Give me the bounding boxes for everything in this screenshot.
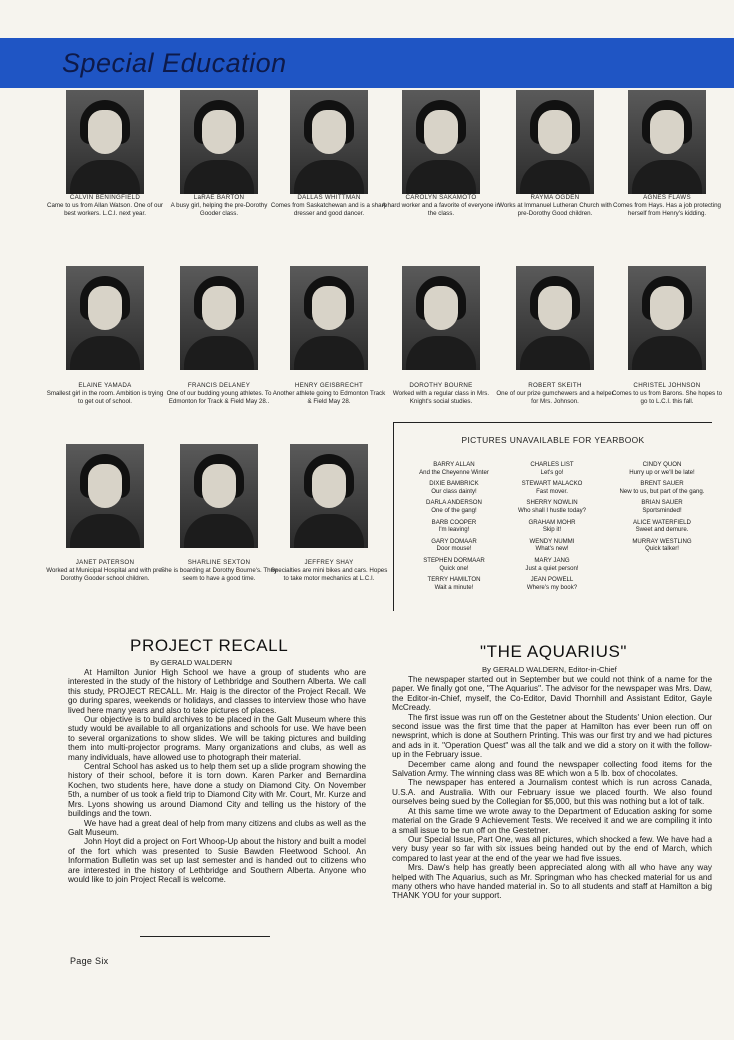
student-name: HENRY GEISBRECHT: [294, 382, 364, 389]
student-name: CHRISTEL JOHNSON: [633, 382, 701, 389]
student-caption: [160, 382, 278, 406]
paragraph: December came along and found the newspaper collecting food items for the Salvation Army. The winning class was 8E which won a 5 lb. box of chocolates.: [392, 759, 712, 779]
student-description: Comes from Saskatchewan and is a sharp dresser and good dancer.: [270, 202, 388, 217]
student-caption: [608, 382, 726, 406]
student-description: Worked at Municipal Hospital and with pre-Dorothy Gooder school children.: [46, 567, 164, 582]
project-recall-body: [68, 668, 366, 884]
unavailable-name: STEPHEN DORMAAR: [423, 556, 485, 564]
unavailable-name: WENDY NUMMI: [529, 537, 575, 545]
paragraph: At Hamilton Junior High School we have a group of students who are interested in the study of the history of Lethbridge and Southern Alberta. We call this study, PROJECT RECALL. Mr. Haig is the director of the Project Recall. We go during spares, weekends or holidays, and classes to interview those who have lived here many years and also to take pictures of places.: [68, 668, 366, 715]
student-description: Smallest girl in the room. Ambition is trying to get out of school.: [46, 390, 164, 405]
unavailable-entry: [502, 480, 602, 495]
student-caption: [382, 194, 500, 218]
paragraph: The newspaper started out in September but we could not think of a name for the paper. We finally got one, "The Aquarius". The advisor for the newspaper was Mrs. Daw, the Editor-in-Chief, myself, the Co-Editor, David Thornhill and Assistant Editor, Gayle McCready.: [392, 675, 712, 713]
unavailable-name: GRAHAM MOHR: [528, 518, 576, 526]
unavailable-entry: [612, 480, 712, 495]
unavailable-name: DIXIE BAMBRICK: [429, 480, 479, 488]
student-name: RAYMA OGDEN: [530, 194, 580, 201]
student-name: JEFFREY SHAY: [304, 559, 354, 566]
unavailable-note: Quick one!: [439, 564, 469, 572]
unavailable-entry: [502, 538, 602, 553]
student-portrait: [402, 90, 480, 194]
unavailable-note: One of the gang!: [431, 506, 477, 514]
paragraph: John Hoyt did a project on Fort Whoop-Up about the history and built a model of the fort which was presented to Susie Bawden Fleetwood School. An Information Bulletin was set up last semester and is handed out to citizens who are interested in the history of Lethbridge and Southern Alberta. Anyone who would like to join Project Recall is welcome.: [68, 837, 366, 884]
unavailable-entry: [502, 461, 602, 476]
student-caption: [270, 382, 388, 406]
paragraph: We have had a great deal of help from many citizens and clubs as well as the Galt Museum.: [68, 818, 366, 837]
student-description: Worked with a regular class in Mrs. Knight's social studies.: [392, 390, 490, 405]
student-name: DOROTHY BOURNE: [409, 382, 473, 389]
unavailable-column: [404, 461, 504, 595]
unavailable-note: Skip it!: [542, 526, 562, 534]
paragraph: At this same time we wrote away to the Department of Education asking for some material on the Grade 9 Achievement Tests. We received it and we are compiling it into a small issue to be run off on the Gestetner.: [392, 806, 712, 835]
student-description: One of our budding young athletes. To Edmonton for Track & Field May 28..: [166, 390, 272, 405]
unavailable-note: New to us, but part of the gang.: [619, 487, 705, 495]
student-description: Comes to us from Barons. She hopes to go to L.C.I. this fall.: [611, 390, 723, 405]
paragraph: The newspaper has entered a Journalism contest which is run across Canada, U.S.A. and Australia. With our February issue we placed fourth. We also found ourselves being sued by the Collegian for $5,000, but this was nothing but a lot of talk.: [392, 778, 712, 807]
unavailable-name: MARY JANG: [534, 556, 570, 564]
student-caption: [160, 559, 278, 583]
divider: [140, 936, 270, 937]
paragraph: Central School has asked us to help them set up a slide program showing the history of their school, before it is torn down. Karen Parker and Bernardina Kochen, two students here, have done a study on Diamond City. On November 5th, a number of us took a field trip to Diamond City with Mr. Court, Mr. Kurze and Mrs. Lyons showing us around Diamond City and telling us the history of the buildings and the town.: [68, 762, 366, 819]
unavailable-entry: [502, 499, 602, 514]
student-description: A busy girl, helping the pre-Dorothy Gooder class.: [170, 202, 268, 217]
paragraph: Mrs. Daw's help has greatly been appreciated along with all who have any way helped with The Aquarius, such as Mr. Springman who has checked material for us and many others who have handed material in. So to all students and staff at Hamilton a big THANK YOU for your support.: [392, 863, 712, 901]
unavailable-entry: [404, 576, 504, 591]
unavailable-entry: [502, 557, 602, 572]
student-caption: [46, 559, 164, 583]
student-description: A hard worker and a favorite of everyone in the class.: [382, 202, 500, 217]
student-description: Another athlete going to Edmonton Track & Field May 28.: [272, 390, 386, 405]
unavailable-entry: [404, 480, 504, 495]
unavailable-note: Sweet and demure.: [635, 526, 689, 534]
student-portrait: [290, 266, 368, 370]
student-caption: [496, 382, 614, 406]
unavailable-name: ALICE WATERFIELD: [633, 518, 691, 526]
unavailable-entry: [404, 557, 504, 572]
unavailable-note: Hurry up or we'll be late!: [629, 468, 695, 476]
student-description: One of our prize gumchewers and a helper for Mrs. Johnson.: [496, 390, 614, 405]
unavailable-entry: [404, 519, 504, 534]
student-portrait: [516, 266, 594, 370]
page-title: Special Education: [62, 48, 287, 78]
header-banner: [0, 38, 734, 88]
paragraph: Our objective is to build archives to be placed in the Galt Museum where this study would be available to all organizations and schools for use. We have been to several organizations to show slides. We will be taking pictures and building them into multi-projector programs. Many organizations and clubs, as well as many individuals, have allowed use to photograph their material.: [68, 715, 366, 762]
page-number: Page Six: [70, 956, 109, 966]
student-name: FRANCIS DELANEY: [187, 382, 251, 389]
student-name: JANET PATERSON: [75, 559, 135, 566]
student-caption: [160, 194, 278, 218]
unavailable-note: Who shall I hustle today?: [517, 506, 587, 514]
unavailable-note: Where's my book?: [526, 583, 578, 591]
unavailable-note: And the Cheyenne Winter: [419, 468, 489, 476]
student-caption: [382, 382, 500, 406]
student-name: ELAINE YAMADA: [78, 382, 132, 389]
student-portrait: [290, 444, 368, 548]
student-description: Comes from Hays. Has a job protecting herself from Henry's kidding.: [613, 202, 721, 217]
unavailable-entry: [612, 519, 712, 534]
student-caption: [46, 194, 164, 218]
unavailable-name: GARY DOMAAR: [431, 537, 477, 545]
student-portrait: [516, 90, 594, 194]
unavailable-name: STEWART MALACKO: [521, 480, 583, 488]
unavailable-note: Quick talker!: [645, 545, 679, 553]
unavailable-name: DARLA ANDERSON: [426, 499, 482, 507]
student-name: DALLAS WHITTMAN: [297, 194, 361, 201]
student-portrait: [180, 444, 258, 548]
student-name: AGNES FLAWS: [643, 194, 691, 201]
student-caption: [270, 194, 388, 218]
unavailable-column: [502, 461, 602, 595]
unavailable-note: Fast mover.: [536, 487, 568, 495]
student-portrait: [628, 266, 706, 370]
project-recall-byline: By GERALD WALDERN: [150, 658, 232, 667]
student-portrait: [290, 90, 368, 194]
unavailable-entry: [404, 499, 504, 514]
student-caption: [496, 194, 614, 218]
unavailable-note: I'm leaving!: [438, 526, 470, 534]
student-portrait: [402, 266, 480, 370]
unavailable-entry: [502, 519, 602, 534]
student-caption: [608, 194, 726, 218]
student-name: ROBERT SKEITH: [528, 382, 582, 389]
aquarius-body: [392, 675, 712, 901]
unavailable-name: SHERRY NOWLIN: [526, 499, 578, 507]
student-name: LaRAE BARTON: [193, 194, 245, 201]
unavailable-note: Sportsminded!: [642, 506, 682, 514]
unavailable-note: What's new!: [535, 545, 569, 553]
paragraph: The first issue was run off on the Gestetner about the Students' Union election. Our second issue was the first time that the paper at Hamilton has ever been run off on newsprint, which is done at Southern Printing. This was our first try and we had pictures and ads in it. "Operation Quest" was all the talk and we did a story on it with the follow-up in the February issue.: [392, 712, 712, 760]
student-portrait: [66, 266, 144, 370]
project-recall-title: PROJECT RECALL: [130, 636, 289, 655]
student-portrait: [628, 90, 706, 194]
unavailable-name: CINDY QUON: [642, 461, 682, 468]
unavailable-entry: [612, 538, 712, 553]
student-description: Came to us from Allan Watson. One of our best workers. L.C.I. next year.: [46, 202, 163, 217]
student-portrait: [66, 90, 144, 194]
student-description: She is boarding at Dorothy Bourne's. They seem to have a good time.: [160, 567, 278, 582]
unavailable-entry: [404, 461, 504, 476]
unavailable-name: BARB COOPER: [431, 518, 477, 526]
unavailable-entry: [612, 499, 712, 514]
student-description: Specialties are mini bikes and cars. Hopes to take motor mechanics at L.C.I.: [270, 567, 388, 582]
unavailable-note: Door mouse!: [436, 545, 472, 553]
unavailable-name: TERRY HAMILTON: [427, 576, 481, 584]
unavailable-name: BRENT SAUER: [640, 480, 684, 488]
unavailable-name: MURRAY WESTLING: [632, 537, 692, 545]
student-name: SHARLINE SEXTON: [187, 559, 251, 566]
unavailable-entry: [612, 461, 712, 476]
student-description: Works at Immanuel Lutheran Church with pre-Dorothy Good children.: [498, 202, 612, 217]
paragraph: Our Special Issue, Part One, was all pictures, which shocked a few. We have had a very busy year so far with six issues being handed out by the end of March, which compared to last year at the end of the year we had five issues.: [392, 834, 712, 863]
unavailable-note: Let's go!: [540, 468, 564, 476]
unavailable-name: JEAN POWELL: [530, 576, 574, 584]
student-portrait: [180, 266, 258, 370]
unavailable-note: Wait a minute!: [434, 583, 474, 591]
student-name: CALVIN BENINGFIELD: [69, 194, 141, 201]
unavailable-name: CHARLES LIST: [530, 461, 574, 468]
unavailable-name: BRIAN SAUER: [641, 499, 683, 507]
unavailable-column: [612, 461, 712, 557]
unavailable-box: [393, 422, 712, 611]
unavailable-note: Just a quiet person!: [525, 564, 579, 572]
unavailable-entry: [404, 538, 504, 553]
unavailable-title: PICTURES UNAVAILABLE FOR YEARBOOK: [461, 435, 645, 445]
student-name: CAROLYN SAKAMOTO: [405, 194, 477, 201]
student-portrait: [180, 90, 258, 194]
aquarius-title: "THE AQUARIUS": [480, 642, 628, 661]
unavailable-name: BARRY ALLAN: [433, 461, 475, 468]
unavailable-entry: [502, 576, 602, 591]
aquarius-byline: By GERALD WALDERN, Editor-in-Chief: [482, 665, 617, 674]
student-portrait: [66, 444, 144, 548]
student-caption: [270, 559, 388, 583]
student-caption: [46, 382, 164, 406]
unavailable-note: Our class dainty!: [431, 487, 477, 495]
